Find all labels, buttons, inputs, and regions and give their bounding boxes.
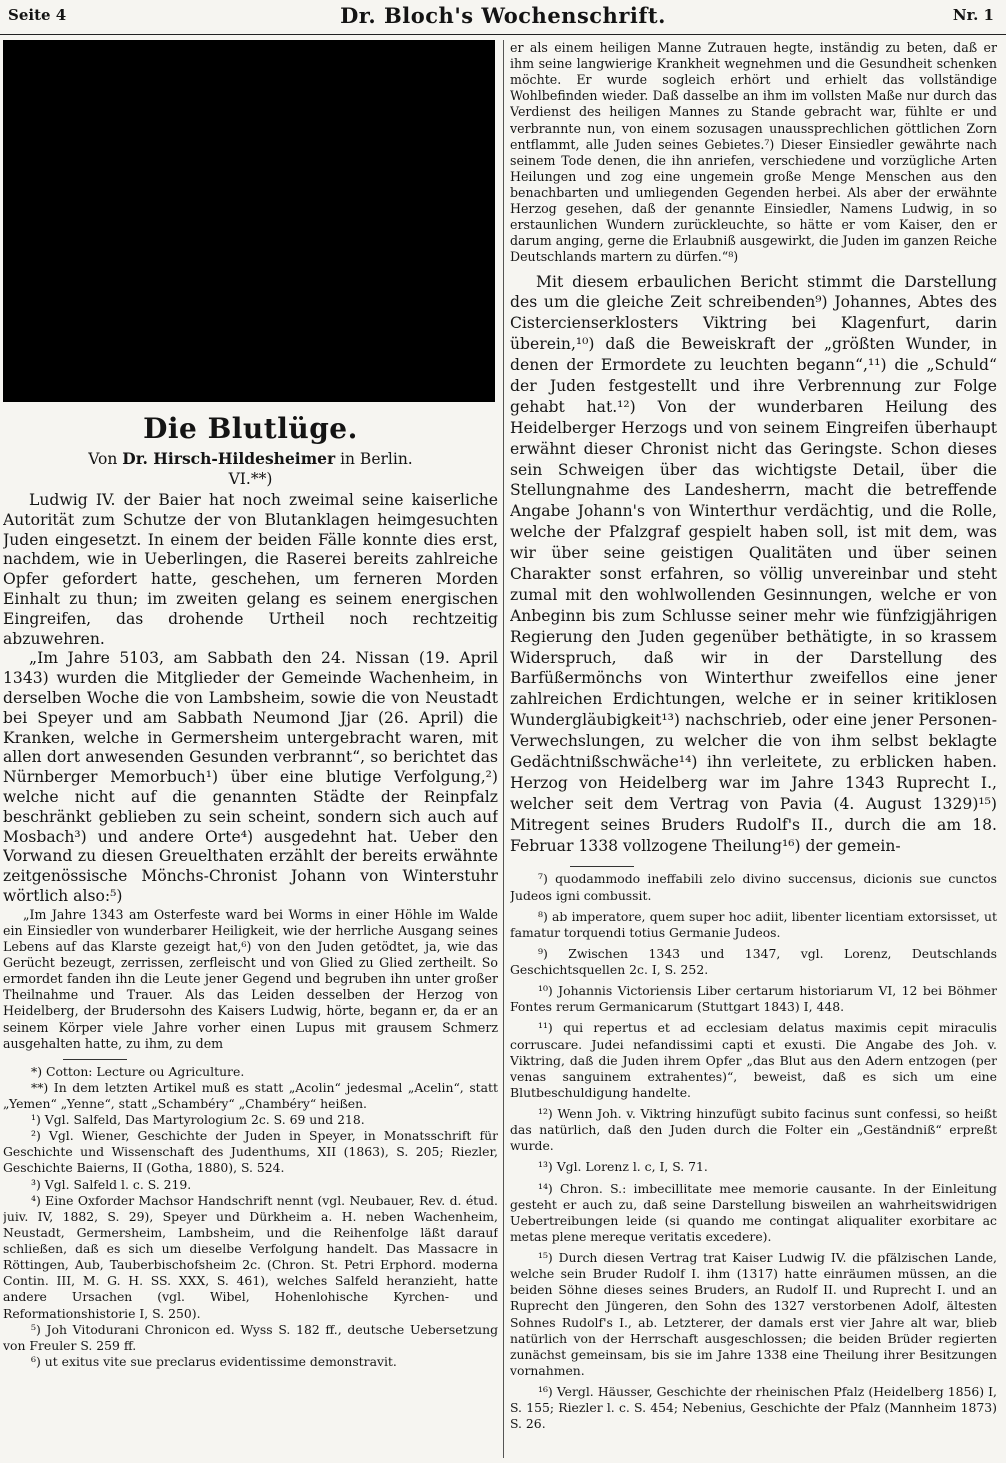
body-paragraph: „Im Jahre 5103, am Sabbath den 24. Nissan (19. April 1343) wurden die Mitglieder der Gemeinde Wachenheim, in derselben Woche die von Lambsheim, sowie die von Neustadt bei Speyer und am Sabbath Neumond Jjar (26. April) die Kranken, welche in Germersheim untergebracht waren, mit allen dort anwesenden Gesunden verbrannt“, so berichtet das Nürnberger Memorbuch¹) über eine blutige Verfolgung,²) welche nicht auf die genannten Städte der Reinpfalz beschränkt geblieben zu sein scheint, sondern sich auch auf Mosbach³) und andere Orte⁴) ausgedehnt hat. Ueber den Vorwand zu diesen Greuelthaten erzählt der bereits erwähnte zeitgenössische Mönchs-Chronist Johann von Winterstuhr wörtlich also:⁵) <box>3 649 498 905</box>
journal-title: Dr. Bloch's Wochenschrift. <box>340 3 666 28</box>
footnote: **) In dem letzten Artikel muß es statt „Acolin“ jedesmal „Acelin“, statt „Yemen“ „Yenne“, statt „Schambéry“ „Chambéry“ heißen. <box>3 1079 498 1111</box>
redacted-image-block <box>3 40 495 402</box>
right-footnotes <box>510 871 997 1432</box>
footnote: ¹⁵) Durch diesen Vertrag trat Kaiser Ludwig IV. die pfälzischen Lande, welche sein Bruder Rudolf I. ihm (1317) hatte einräumen müssen, an die beiden Söhne dieses seines Bruders, an Rudolf II. und Ruprecht I. und an Ruprecht den Jüngeren, den Sohn des 1327 verstorbenen Adolf, ältesten Sohnes Rudolf's I., ab. Letzterer, der damals erst vier Jahre alt war, blieb natürlich von der Herrschaft ausgeschlossen; die beiden Brüder regierten zunächst gemeinsam, bis sie im Jahre 1338 eine Theilung ihrer Besitzungen vornahmen. <box>510 1250 997 1378</box>
footnote: ¹¹) qui repertus et ad ecclesiam delatus maximis cepit miraculis corruscare. Judei nefandissimi capti et exusti. Die Angabe des Joh. v. Viktring, daß die Juden ihrem Opfer „das Blut aus den Adern entzogen (per venas sanguinem extrahentes)“, beweist, daß es sich um eine Blutbeschuldigung handelte. <box>510 1020 997 1100</box>
body-paragraph: Mit diesem erbaulichen Bericht stimmt die Darstellung des um die gleiche Zeit schreibenden⁹) Johannes, Abtes des Cistercienserklosters Viktring bei Klagenfurt, darin überein,¹⁰) daß die Beweiskraft der „größten Wunder, in denen der Ermordete zu leuchten begann“,¹¹) die „Schuld“ der Juden festgestellt und ihre Verbrennung zur Folge gehabt hat.¹²) Von der wunderbaren Heilung des Heidelberger Herzogs und von seinem Eingreifen überhaupt erwähnt dieser Chronist nicht das Geringste. Schon dieses sein Schweigen über das wichtigste Detail, über die Stellungnahme des Landesherrn, macht die betreffende Angabe Johann's von Winterthur verdächtig, und die Rolle, welche der Pfalzgraf gespielt haben soll, ist mit dem, was wir über seine geistigen Qualitäten und über seinen Charakter sonst erfahren, so völlig unvereinbar und steht zumal mit den wohlwollenden Gesinnungen, welche er von Anbeginn bis zum Schlusse seiner mehr wie fünfzigjährigen Regierung den Juden gegenüber bethätigte, in so krassem Widerspruch, daß wir in der Darstellung des Barfüßermönchs von Winterthur zweifellos eine jener zahlreichen Erdichtungen, welche er in seiner kritiklosen Wundergläubigkeit¹³) nachschrieb, oder eine jener Personen-Verwechslungen, zu welcher die von ihm selbst beklagte Gedächtnißschwäche¹⁴) ihn verleitete, zu erblicken haben. Herzog von Heidelberg war im Jahre 1343 Ruprecht I., welcher seit dem Vertrag von Pavia (4. August 1329)¹⁵) Mitregent seines Bruders Rudolf's II., durch die am 18. Februar 1338 vollzogene Theilung¹⁶) der gemein- <box>510 272 997 855</box>
footnote: ¹⁴) Chron. S.: imbecillitate mee memorie causante. In der Einleitung gesteht er auch zu, daß seine Darstellung bisweilen an wahrheitswidrigen Uebertreibungen leide (si quando me contingat aliqualiter exorbitare ac metas plene mereque veritatis excedere). <box>510 1180 997 1244</box>
footnote: ¹) Vgl. Salfeld, Das Martyrologium 2c. S. 69 und 218. <box>31 1112 365 1128</box>
left-body-text <box>3 491 498 907</box>
byline-suffix: in Berlin. <box>340 450 413 468</box>
page-number: Seite 4 <box>8 6 67 24</box>
footnote: ¹²) Wenn Joh. v. Viktring hinzufügt subito facinus sunt confessi, so heißt das natürlich, daß den Juden durch die Folter ein „Geständniß“ erpreßt wurde. <box>510 1106 997 1154</box>
footnote-rule <box>63 1059 127 1060</box>
left-column <box>3 40 498 1458</box>
footnote: ⁵) Joh Vitodurani Chronicon ed. Wyss S. 182 ff., deutsche Uebersetzung von Freuler S. 259 ff. <box>3 1321 498 1353</box>
article-title: Die Blutlüge. <box>143 412 358 445</box>
column-divider <box>503 40 504 1458</box>
issue-number: Nr. 1 <box>952 6 994 24</box>
quote-paragraph: „Im Jahre 1343 am Osterfeste ward bei Worms in einer Höhle im Walde ein Einsiedler von wunderbarer Heiligkeit, wie der herrliche Ausgang seines Lebens auf das Klarste gezeigt hat,⁶) von den Juden getödtet, ja, wie das Gerücht bezeugt, zerrissen, zerfleischt und von Glied zu Glied zertheilt. So ermordet fanden ihn die Leute jener Gegend und begruben ihn unter großer Theilnahme und Trauer. Als das Leiden desselben der Herzog von Heidelberg, der Brudersohn des Kaisers Ludwig, hörte, begann er, da er an seinem Körper viele Jahre vorher einen Lupus mit grausem Schmerz ausgehalten hatte, zu ihm, zu dem <box>3 906 498 1051</box>
footnote: ⁶) ut exitus vite sue preclarus evidentissime demonstravit. <box>31 1353 397 1369</box>
article-part-number: VI.**) <box>228 470 273 488</box>
footnote: *) Cotton: Lecture ou Agriculture. <box>31 1063 245 1079</box>
chronicle-quote-continued <box>510 40 997 266</box>
article-byline <box>3 449 498 468</box>
footnote-rule <box>570 866 634 867</box>
body-paragraph: Ludwig IV. der Baier hat noch zweimal seine kaiserliche Autorität zum Schutze der von Blutanklagen heimgesuchten Juden eingesetzt. In einem der beiden Fälle konnte dies erst, nachdem, wie in Ueberlingen, die Raserei bereits zahlreiche Opfer gefordert hatte, geschehen, um ferneren Morden Einhalt zu thun; im zweiten gelang es seinem energischen Eingreifen, das drohende Urtheil noch rechtzeitig abzuwehren. <box>3 491 498 648</box>
footnote: ⁴) Eine Oxforder Machsor Handschrift nennt (vgl. Neubauer, Rev. d. étud. juiv. IV, 1882, S. 29), Speyer und Dürkheim a. H. neben Wachenheim, Neustadt, Germersheim, Lambsheim, und die Reihenfolge läßt darauf schließen, daß es sich um dieselbe Verfolgung handelt. Das Massacre in Röttingen, Aub, Tauberbischofsheim 2c. (Chron. St. Petri Erphord. moderna Contin. III, M. G. H. SS. XXX, S. 461), welches Salfeld heranzieht, hatte andere Ursachen (vgl. Wibel, Hohenlohische Kyrchen- und Reformationshistorie I, S. 250). <box>3 1192 498 1321</box>
quote-paragraph: er als einem heiligen Manne Zutrauen hegte, inständig zu beten, daß er ihm seine langwierige Krankheit wegnehmen und die Gesundheit schenken möchte. Er wurde sogleich erhört und erhielt das vollständige Wohlbefinden wieder. Daß dasselbe an ihm im vollsten Maße nur durch das Verdienst des heiligen Mannes zu Stande gebracht war, fühlte er und verbrannte nun, von einem sozusagen unaussprechlichen göttlichen Zorn entflammt, alle Juden seines Gebietes.⁷) Dieser Einsiedler gewährte nach seinem Tode denen, die ihn anriefen, verschiedene und vorzügliche Arten Heilungen und zog eine ungemein große Menge Menschen aus den benachbarten und umliegenden Gegenden herbei. Als aber der erwähnte Herzog gesehen, daß der genannte Einsiedler, Namens Ludwig, in so erstaunlichen Wundern zurückleuchte, so hätte er vom Kaiser, den er darum anging, gerne die Erlaubniß ausgewirkt, die Juden im ganzen Reiche Deutschlands martern zu dürfen.“⁸) <box>510 40 997 265</box>
footnote: ³) Vgl. Salfeld l. c. S. 219. <box>31 1176 192 1192</box>
footnote: ⁹) Zwischen 1343 und 1347, vgl. Lorenz, Deutschlands Geschichtsquellen 2c. I, S. 252. <box>510 945 997 978</box>
footnote: ¹⁰) Johannis Victoriensis Liber certarum historiarum VI, 12 bei Böhmer Fontes rerum Germanicarum (Stuttgart 1843) I, 448. <box>510 983 997 1015</box>
left-footnotes <box>3 1064 498 1370</box>
footnote: ⁷) quodammodo ineffabili zelo divino succensus, dicionis sue cunctos Judeos igni combussit. <box>510 871 997 903</box>
byline-author: Dr. Hirsch-Hildesheimer <box>122 449 336 468</box>
footnote: ²) Vgl. Wiener, Geschichte der Juden in Speyer, in Monatsschrift für Geschichte und Wissenschaft des Judenthums, XII (1863), S. 205; Riezler, Geschichte Baierns, II (Gotha, 1880), S. 524. <box>3 1128 498 1176</box>
chronicle-quote <box>3 907 498 1052</box>
page-header <box>0 0 1006 35</box>
byline-prefix: Von <box>88 450 118 468</box>
right-column <box>510 40 997 1458</box>
footnote: ¹⁶) Vergl. Häusser, Geschichte der rheinischen Pfalz (Heidelberg 1856) I, S. 155; Riezler l. c. S. 454; Nebenius, Geschichte der Pfalz (Mannheim 1873) S. 26. <box>510 1384 997 1432</box>
footnote: ¹³) Vgl. Lorenz l. c, I, S. 71. <box>538 1159 708 1175</box>
right-body-text <box>510 272 997 857</box>
footnote: ⁸) ab imperatore, quem super hoc adiit, libenter licentiam extorsisset, ut famatur torquendi totius Germanie Judeos. <box>510 908 997 940</box>
